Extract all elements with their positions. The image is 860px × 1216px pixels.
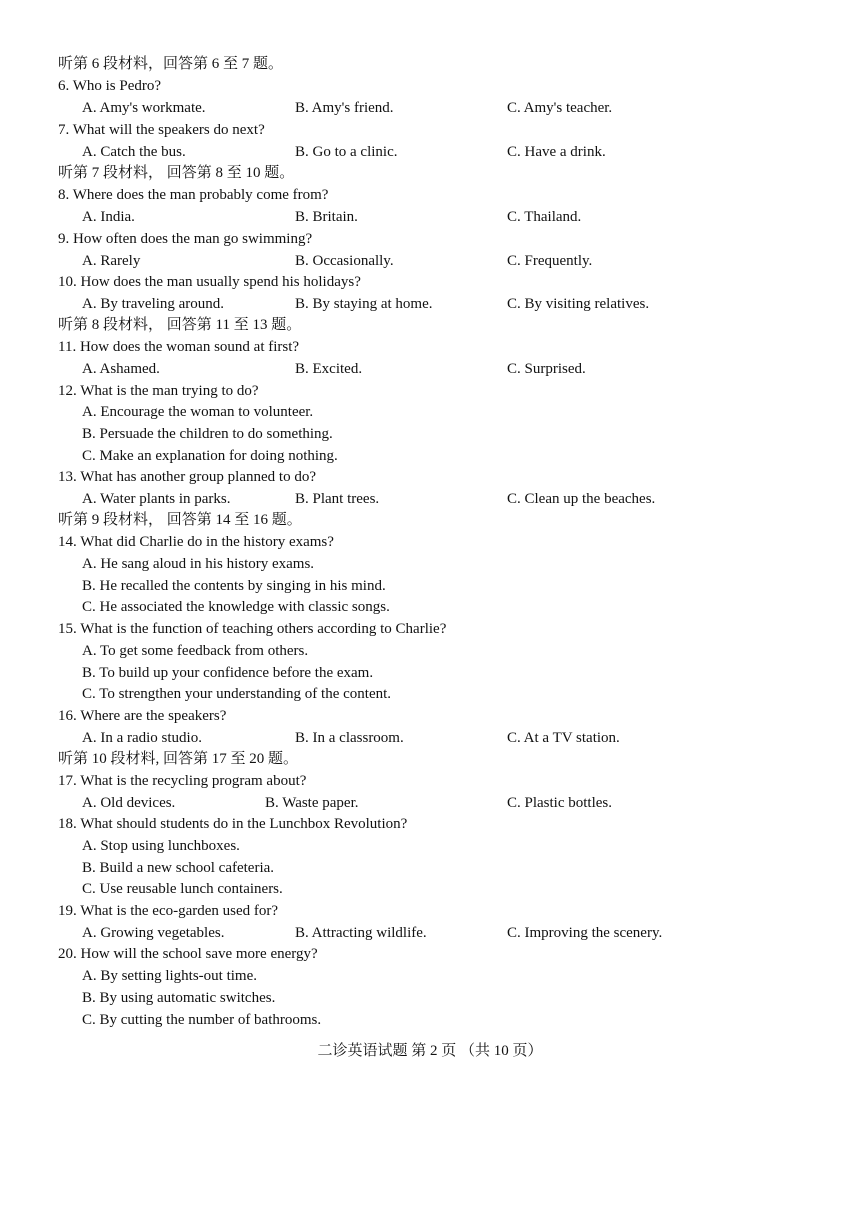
option-a: A. To get some feedback from others.: [82, 643, 309, 659]
question-text: 7. What will the speakers do next?: [58, 122, 265, 138]
question-text: 16. Where are the speakers?: [58, 708, 227, 724]
option-a: A. Catch the bus.: [82, 144, 186, 160]
question-text: 11. How does the woman sound at first?: [58, 339, 300, 355]
question-text: 14. What did Charlie do in the history exams?: [58, 534, 334, 550]
option-c: C. By cutting the number of bathrooms.: [82, 1012, 322, 1028]
option-c: C. By visiting relatives.: [507, 296, 650, 312]
option-b: B. Persuade the children to do something.: [82, 426, 333, 442]
section-heading: 听第 10 段材料, 回答第 17 至 20 题。: [58, 751, 299, 767]
section-heading: 听第 8 段材料， 回答第 11 至 13 题。: [58, 317, 302, 333]
section-heading: 听第 7 段材料， 回答第 8 至 10 题。: [58, 165, 295, 181]
option-b: B. Plant trees.: [295, 491, 380, 507]
option-b: B. By using automatic switches.: [82, 990, 276, 1006]
option-a: A. Ashamed.: [82, 361, 160, 377]
option-c: C. Use reusable lunch containers.: [82, 881, 283, 897]
option-a: A. India.: [82, 209, 135, 225]
option-a: A. By setting lights-out time.: [82, 968, 257, 984]
question-text: 18. What should students do in the Lunchbox Revolution?: [58, 816, 408, 832]
question-text: 6. Who is Pedro?: [58, 78, 162, 94]
section-heading: 听第 6 段材料，回答第 6 至 7 题。: [58, 56, 284, 72]
option-c: C. Surprised.: [507, 361, 586, 377]
option-b: B. Occasionally.: [295, 253, 394, 269]
option-b: B. To build up your confidence before the exam.: [82, 665, 374, 681]
option-b: B. He recalled the contents by singing in his mind.: [82, 578, 386, 594]
question-text: 19. What is the eco-garden used for?: [58, 903, 279, 919]
option-a: A. Encourage the woman to volunteer.: [82, 404, 314, 420]
question-text: 8. Where does the man probably come from?: [58, 187, 329, 203]
option-a: A. Water plants in parks.: [82, 491, 231, 507]
option-b: B. Attracting wildlife.: [295, 925, 427, 941]
option-a: A. Growing vegetables.: [82, 925, 225, 941]
option-a: A. By traveling around.: [82, 296, 225, 312]
option-a: A. Amy's workmate.: [82, 100, 206, 116]
option-b: B. Build a new school cafeteria.: [82, 860, 275, 876]
question-text: 20. How will the school save more energy?: [58, 946, 318, 962]
option-c: C. Amy's teacher.: [507, 100, 613, 116]
question-text: 13. What has another group planned to do?: [58, 469, 316, 485]
option-a: A. Stop using lunchboxes.: [82, 838, 240, 854]
question-text: 10. How does the man usually spend his holidays?: [58, 274, 361, 290]
option-b: B. Waste paper.: [265, 795, 359, 811]
question-text: 9. How often does the man go swimming?: [58, 231, 313, 247]
option-b: B. Excited.: [295, 361, 363, 377]
question-text: 12. What is the man trying to do?: [58, 383, 259, 399]
question-text: 17. What is the recycling program about?: [58, 773, 307, 789]
option-c: C. Make an explanation for doing nothing.: [82, 448, 338, 464]
option-c: C. Thailand.: [507, 209, 582, 225]
page-footer: 二诊英语试题 第 2 页 （共 10 页）: [317, 1043, 543, 1059]
option-c: C. At a TV station.: [507, 730, 620, 746]
option-a: A. He sang aloud in his history exams.: [82, 556, 315, 572]
option-c: C. Frequently.: [507, 253, 593, 269]
option-c: C. Have a drink.: [507, 144, 606, 160]
option-c: C. He associated the knowledge with classic songs.: [82, 599, 390, 615]
option-b: B. Go to a clinic.: [295, 144, 398, 160]
question-text: 15. What is the function of teaching others according to Charlie?: [58, 621, 447, 637]
option-b: B. By staying at home.: [295, 296, 433, 312]
option-c: C. To strengthen your understanding of the content.: [82, 686, 392, 702]
option-a: A. In a radio studio.: [82, 730, 202, 746]
option-b: B. Amy's friend.: [295, 100, 394, 116]
option-a: A. Old devices.: [82, 795, 176, 811]
option-c: C. Improving the scenery.: [507, 925, 663, 941]
option-c: C. Plastic bottles.: [507, 795, 612, 811]
option-b: B. In a classroom.: [295, 730, 404, 746]
section-heading: 听第 9 段材料， 回答第 14 至 16 题。: [58, 512, 302, 528]
option-b: B. Britain.: [295, 209, 358, 225]
option-c: C. Clean up the beaches.: [507, 491, 656, 507]
option-a: A. Rarely: [82, 253, 141, 269]
